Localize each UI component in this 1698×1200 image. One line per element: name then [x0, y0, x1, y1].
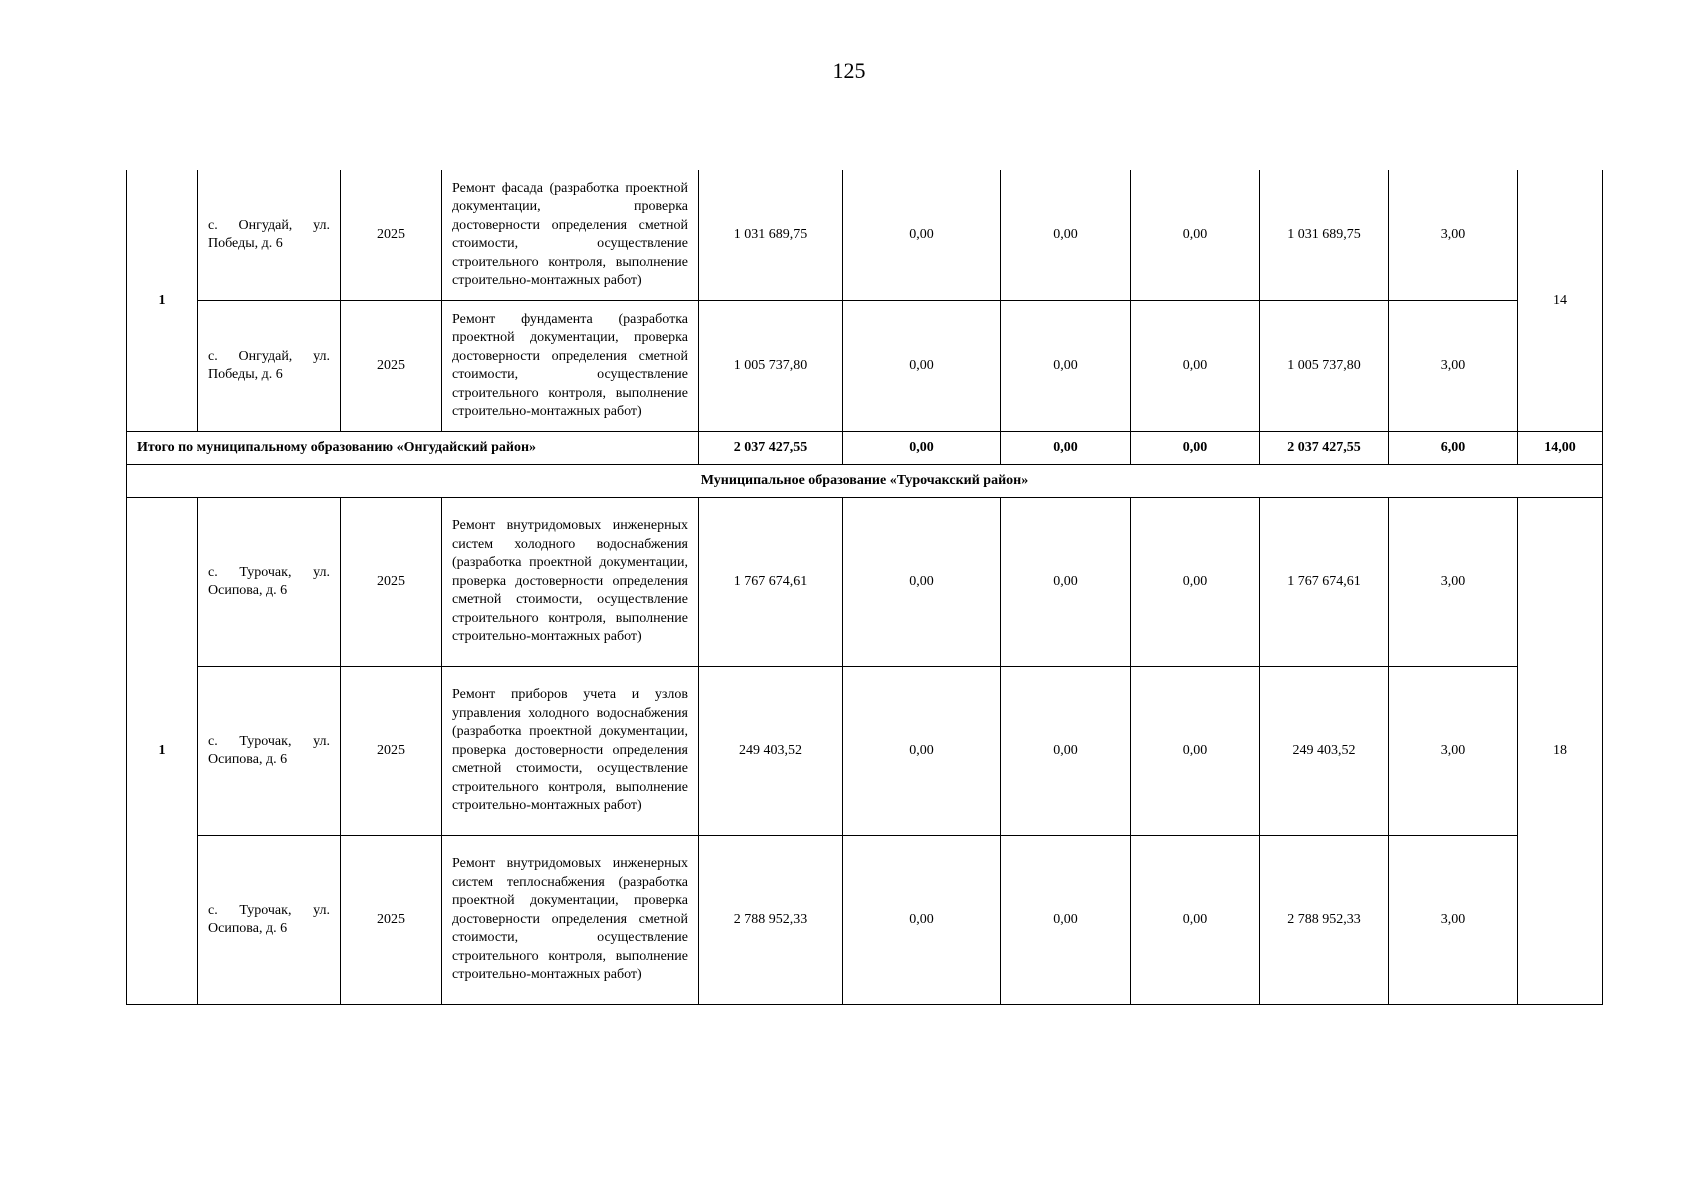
amount-cell: 0,00: [1001, 170, 1131, 301]
page-number: 125: [832, 58, 866, 83]
total-cost-cell: 2 037 427,55: [699, 432, 843, 465]
table-row: [127, 498, 1603, 667]
amount-cell: 249 403,52: [1260, 667, 1389, 836]
amount-cell: 0,00: [1131, 432, 1260, 465]
amount-cell: 3,00: [1389, 498, 1518, 667]
amount-cell: 0,00: [1001, 432, 1131, 465]
year-cell: 2025: [341, 667, 442, 836]
repair-program-table: [126, 170, 1603, 1005]
amount-cell: 0,00: [1131, 170, 1260, 301]
work-description-cell: Ремонт фундамента (разработка проектной документации, проверка достоверности определения сметной стоимости, осуществление строительного контроля, выполнение строительно-монтажных работ): [442, 301, 699, 432]
amount-cell: 1 767 674,61: [1260, 498, 1389, 667]
year-cell: 2025: [341, 170, 442, 301]
year-cell: 2025: [341, 301, 442, 432]
group-number: 1: [127, 498, 198, 1005]
amount-cell: 0,00: [843, 170, 1001, 301]
total-label: Итого по муниципальному образованию «Онгудайский район»: [127, 432, 699, 465]
section-header: Муниципальное образование «Турочакский район»: [127, 465, 1603, 498]
amount-cell: 0,00: [1131, 667, 1260, 836]
amount-cell: 3,00: [1389, 170, 1518, 301]
amount-cell: 14,00: [1518, 432, 1603, 465]
amount-cell: 0,00: [1001, 667, 1131, 836]
amount-cell: 1 005 737,80: [1260, 301, 1389, 432]
address-cell: с. Онгудай, ул. Победы, д. 6: [198, 170, 341, 301]
total-cost-cell: 1 031 689,75: [699, 170, 843, 301]
address-cell: с. Турочак, ул. Осипова, д. 6: [198, 836, 341, 1005]
work-description-cell: Ремонт фасада (разработка проектной документации, проверка достоверности определения сметной стоимости, осуществление строительного контроля, выполнение строительно-монтажных работ): [442, 170, 699, 301]
group-total-cell: 18: [1518, 498, 1603, 1005]
work-description-cell: Ремонт внутридомовых инженерных систем холодного водоснабжения (разработка проектной документации, проверка достоверности определения сметной стоимости, осуществление строительного контроля, выполнение строительно-монтажных работ): [442, 498, 699, 667]
group-total-cell: 14: [1518, 170, 1603, 432]
amount-cell: 0,00: [843, 498, 1001, 667]
section-header-row: [127, 465, 1603, 498]
amount-cell: 0,00: [1131, 301, 1260, 432]
address-cell: с. Турочак, ул. Осипова, д. 6: [198, 498, 341, 667]
table-row: [127, 667, 1603, 836]
amount-cell: 0,00: [843, 432, 1001, 465]
amount-cell: 3,00: [1389, 301, 1518, 432]
amount-cell: 3,00: [1389, 836, 1518, 1005]
amount-cell: 0,00: [1001, 498, 1131, 667]
table-row: [127, 836, 1603, 1005]
total-row: [127, 432, 1603, 465]
year-cell: 2025: [341, 836, 442, 1005]
total-cost-cell: 1 767 674,61: [699, 498, 843, 667]
amount-cell: 0,00: [1001, 836, 1131, 1005]
total-cost-cell: 2 788 952,33: [699, 836, 843, 1005]
amount-cell: 0,00: [1131, 498, 1260, 667]
address-cell: с. Онгудай, ул. Победы, д. 6: [198, 301, 341, 432]
year-cell: 2025: [341, 498, 442, 667]
amount-cell: 1 031 689,75: [1260, 170, 1389, 301]
table-row: [127, 170, 1603, 301]
work-description-cell: Ремонт приборов учета и узлов управления холодного водоснабжения (разработка проектной документации, проверка достоверности определения сметной стоимости, осуществление строительного контроля, выполнение строительно-монтажных работ): [442, 667, 699, 836]
amount-cell: 2 788 952,33: [1260, 836, 1389, 1005]
amount-cell: 2 037 427,55: [1260, 432, 1389, 465]
amount-cell: 6,00: [1389, 432, 1518, 465]
group-number: 1: [127, 170, 198, 432]
amount-cell: 0,00: [843, 301, 1001, 432]
total-cost-cell: 1 005 737,80: [699, 301, 843, 432]
table-row: [127, 301, 1603, 432]
work-description-cell: Ремонт внутридомовых инженерных систем теплоснабжения (разработка проектной документации, проверка достоверности определения сметной стоимости, осуществление строительного контроля, выполнение строительно-монтажных работ): [442, 836, 699, 1005]
amount-cell: 0,00: [1001, 301, 1131, 432]
amount-cell: 0,00: [1131, 836, 1260, 1005]
amount-cell: 0,00: [843, 836, 1001, 1005]
total-cost-cell: 249 403,52: [699, 667, 843, 836]
amount-cell: 3,00: [1389, 667, 1518, 836]
address-cell: с. Турочак, ул. Осипова, д. 6: [198, 667, 341, 836]
amount-cell: 0,00: [843, 667, 1001, 836]
